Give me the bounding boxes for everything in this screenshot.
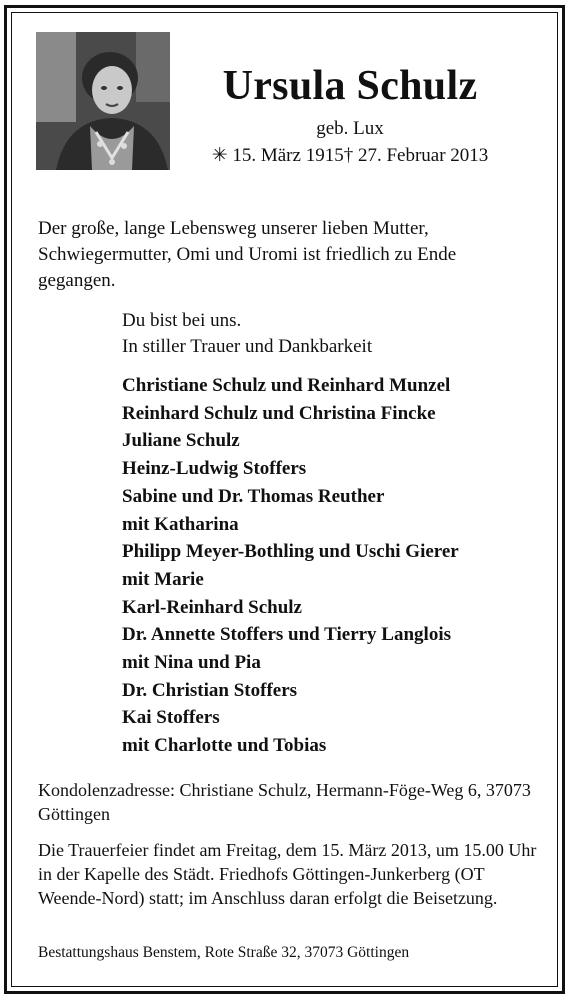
death-date: † 27. Februar 2013: [343, 145, 489, 166]
mourner-line: mit Katharina: [122, 513, 239, 535]
undertaker-info: Bestattungshaus Benstem, Rote Straße 32, 37073 Göttingen: [38, 944, 410, 961]
mourner-line: Reinhard Schulz und Christina Fincke: [122, 402, 436, 424]
born-name: geb. Lux: [316, 118, 384, 139]
service-info: Die Trauerfeier findet am Freitag, dem 15. März 2013, um 15.00 Uhr in der Kapelle des Städt. Friedhofs Göttingen-Junkerberg (OT Weende-Nord) statt; im Anschluss daran erfolgt die Beisetzung.: [38, 840, 537, 908]
mourner-line: Heinz-Ludwig Stoffers: [122, 458, 307, 480]
mourner-line: Kai Stoffers: [122, 707, 220, 729]
quote-line: In stiller Trauer und Dankbarkeit: [122, 336, 373, 357]
deceased-name: Ursula Schulz: [222, 63, 478, 109]
mourner-line: Dr. Christian Stoffers: [122, 679, 298, 701]
mourner-line: Christiane Schulz und Reinhard Munzel: [122, 375, 451, 396]
mourner-line: Sabine und Dr. Thomas Reuther: [122, 485, 385, 507]
mourner-line: Dr. Annette Stoffers und Tierry Langlois: [122, 624, 452, 646]
birth-date: ✳ 15. März 1915: [211, 145, 344, 166]
quote-line: Du bist bei uns.: [122, 310, 242, 331]
mourner-line: Karl-Reinhard Schulz: [122, 596, 302, 618]
life-dates: [180, 144, 520, 167]
intro-text: Der große, lange Lebensweg unserer lieben Mutter, Schwiegermutter, Omi und Uromi ist friedlich zu Ende gegangen.: [38, 218, 457, 291]
condolence-address: Kondolenzadresse: Christiane Schulz, Hermann-Föge-Weg 6, 37073 Göttingen: [38, 780, 531, 824]
mourner-line: mit Nina und Pia: [122, 652, 261, 674]
mourner-line: mit Marie: [122, 568, 204, 590]
mourner-line: mit Charlotte und Tobias: [122, 735, 327, 757]
portrait-photo: [36, 32, 170, 170]
mourners-list: [122, 372, 542, 760]
mourner-line: Philipp Meyer-Bothling und Uschi Gierer: [122, 541, 459, 563]
mourner-line: Juliane Schulz: [122, 430, 240, 452]
quote-block: [122, 308, 542, 360]
